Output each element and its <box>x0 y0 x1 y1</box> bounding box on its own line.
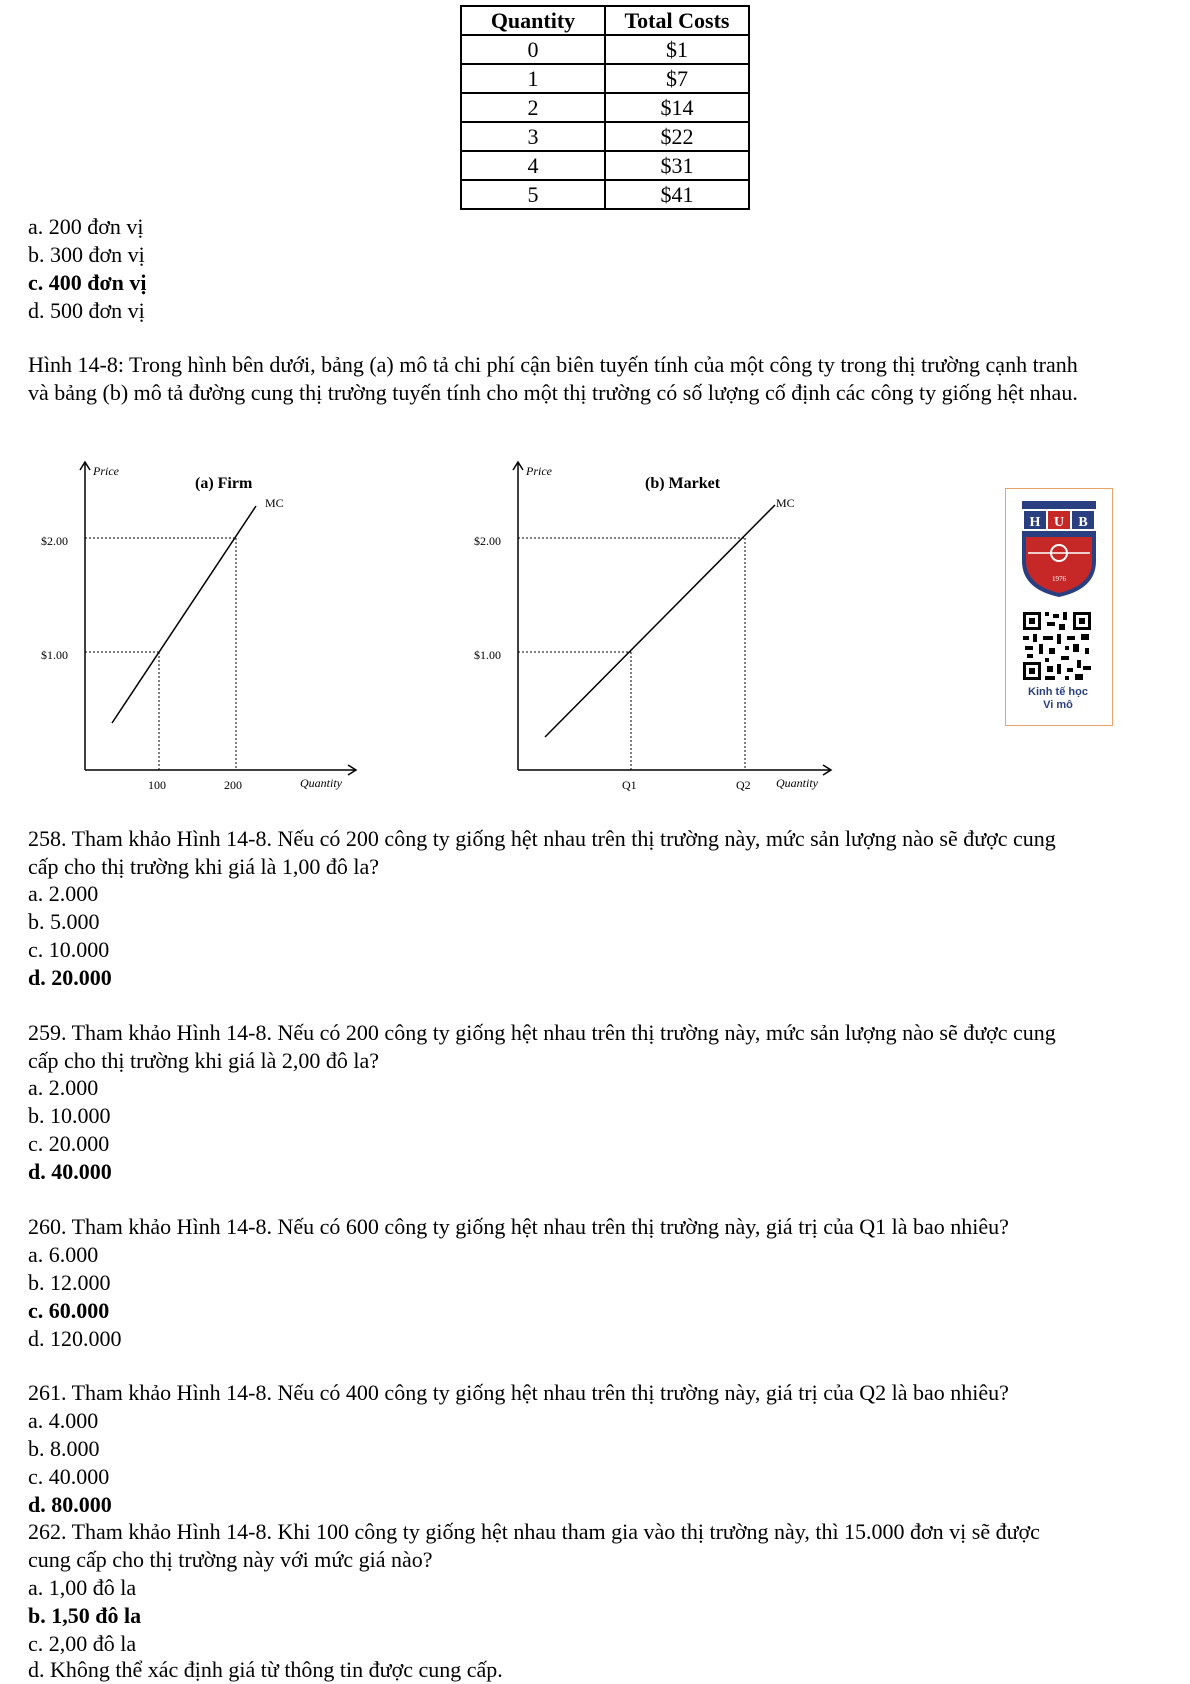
market-y-tick-2: $2.00 <box>474 534 501 548</box>
q262-option-b: b. 1,50 đô la <box>28 1603 142 1628</box>
prev-option-a: a. 200 đơn vị <box>28 214 144 239</box>
table-cell: 0 <box>461 35 605 64</box>
q258-option-c: c. 10.000 <box>28 937 110 962</box>
table-cell: 1 <box>461 64 605 93</box>
table-row <box>461 93 749 122</box>
qr-code-icon <box>1021 610 1093 682</box>
table-cell: $7 <box>605 64 749 93</box>
q259-stem-line-1: 259. Tham khảo Hình 14-8. Nếu có 200 công ty giống hệt nhau trên thị trường này, mức sản lượng nào sẽ được cung <box>28 1020 1056 1045</box>
q261-option-a: a. 4.000 <box>28 1408 99 1433</box>
table-cell: 2 <box>461 93 605 122</box>
prev-option-c: c. 400 đơn vị <box>28 270 147 295</box>
q259-stem-line-2: cấp cho thị trường khi giá là 2,00 đô la? <box>28 1048 380 1073</box>
q258-option-d: d. 20.000 <box>28 965 112 990</box>
table-header-quantity: Quantity <box>461 6 605 35</box>
table-header-total-costs: Total Costs <box>605 6 749 35</box>
market-x-axis-label: Quantity <box>776 776 818 790</box>
table-row <box>461 64 749 93</box>
table-header-row <box>461 6 749 35</box>
q262-stem-line-2: cung cấp cho thị trường này với mức giá nào? <box>28 1547 433 1572</box>
market-x-tick-q1: Q1 <box>622 778 637 792</box>
table-cell: 4 <box>461 151 605 180</box>
firm-curve-label: MC <box>265 496 284 510</box>
cost-table <box>460 5 750 210</box>
firm-y-axis-label: Price <box>93 464 119 478</box>
table-cell: $1 <box>605 35 749 64</box>
firm-y-tick-2: $2.00 <box>41 534 68 548</box>
table-row <box>461 35 749 64</box>
table-cell: 5 <box>461 180 605 209</box>
q259-option-c: c. 20.000 <box>28 1131 110 1156</box>
firm-x-tick-1: 100 <box>148 778 166 792</box>
q261-option-c: c. 40.000 <box>28 1464 110 1489</box>
firm-x-axis-label: Quantity <box>300 776 342 790</box>
firm-x-tick-2: 200 <box>224 778 242 792</box>
q260-option-c: c. 60.000 <box>28 1298 110 1323</box>
logo-text-line-2: Vi mô <box>1043 699 1073 711</box>
q260-option-a: a. 6.000 <box>28 1242 99 1267</box>
q258-option-b: b. 5.000 <box>28 909 100 934</box>
table-cell: $41 <box>605 180 749 209</box>
q259-option-d: d. 40.000 <box>28 1159 112 1184</box>
q260-option-b: b. 12.000 <box>28 1270 111 1295</box>
q262-option-d: d. Không thể xác định giá từ thông tin được cung cấp. <box>28 1657 503 1682</box>
q258-option-a: a. 2.000 <box>28 881 99 906</box>
figure-caption-line-1: Hình 14-8: Trong hình bên dưới, bảng (a) mô tả chi phí cận biên tuyến tính của một công ty trong thị trường cạnh tranh <box>28 352 1078 377</box>
logo-letter-h: H <box>1029 515 1041 530</box>
logo-year: 1976 <box>1052 575 1066 583</box>
firm-chart <box>30 455 370 795</box>
table-cell: $14 <box>605 93 749 122</box>
q261-stem: 261. Tham khảo Hình 14-8. Nếu có 400 công ty giống hệt nhau trên thị trường này, giá trị của Q2 là bao nhiêu? <box>28 1380 1009 1405</box>
firm-chart-title: (a) Firm <box>195 475 253 492</box>
logo-letter-b: B <box>1078 515 1088 530</box>
q260-option-d: d. 120.000 <box>28 1326 122 1351</box>
prev-option-d: d. 500 đơn vị <box>28 298 145 323</box>
q258-stem-line-2: cấp cho thị trường khi giá là 1,00 đô la? <box>28 854 380 879</box>
table-cell: 3 <box>461 122 605 151</box>
market-y-axis-label: Price <box>526 464 552 478</box>
firm-mc-line <box>112 506 256 723</box>
table-cell: $31 <box>605 151 749 180</box>
q259-option-a: a. 2.000 <box>28 1075 99 1100</box>
q261-option-d: d. 80.000 <box>28 1492 112 1517</box>
market-y-tick-1: $1.00 <box>474 648 501 662</box>
prev-option-b: b. 300 đơn vị <box>28 242 145 267</box>
logo-text-line-1: Kinh tế học <box>1028 686 1088 698</box>
q261-option-b: b. 8.000 <box>28 1436 100 1461</box>
firm-y-tick-1: $1.00 <box>41 648 68 662</box>
table-row <box>461 180 749 209</box>
market-x-tick-q2: Q2 <box>736 778 751 792</box>
q262-stem-line-1: 262. Tham khảo Hình 14-8. Khi 100 công ty giống hệt nhau tham gia vào thị trường này, thì 15.000 đơn vị sẽ được <box>28 1519 1040 1544</box>
table-row <box>461 151 749 180</box>
market-mc-line <box>545 505 775 737</box>
q260-stem: 260. Tham khảo Hình 14-8. Nếu có 600 công ty giống hệt nhau trên thị trường này, giá trị của Q1 là bao nhiêu? <box>28 1214 1009 1239</box>
market-curve-label: MC <box>776 496 795 510</box>
logo-letter-u: U <box>1053 515 1065 530</box>
q262-option-c: c. 2,00 đô la <box>28 1631 137 1656</box>
market-chart-title: (b) Market <box>645 475 721 492</box>
table-row <box>461 122 749 151</box>
q259-option-b: b. 10.000 <box>28 1103 111 1128</box>
q262-option-a: a. 1,00 đô la <box>28 1575 137 1600</box>
figure-caption-line-2: và bảng (b) mô tả đường cung thị trường tuyến tính cho một thị trường có số lượng cố định các công ty giống hệt nhau. <box>28 380 1078 405</box>
market-chart <box>465 455 845 795</box>
q258-stem-line-1: 258. Tham khảo Hình 14-8. Nếu có 200 công ty giống hệt nhau trên thị trường này, mức sản lượng nào sẽ được cung <box>28 826 1056 851</box>
table-cell: $22 <box>605 122 749 151</box>
